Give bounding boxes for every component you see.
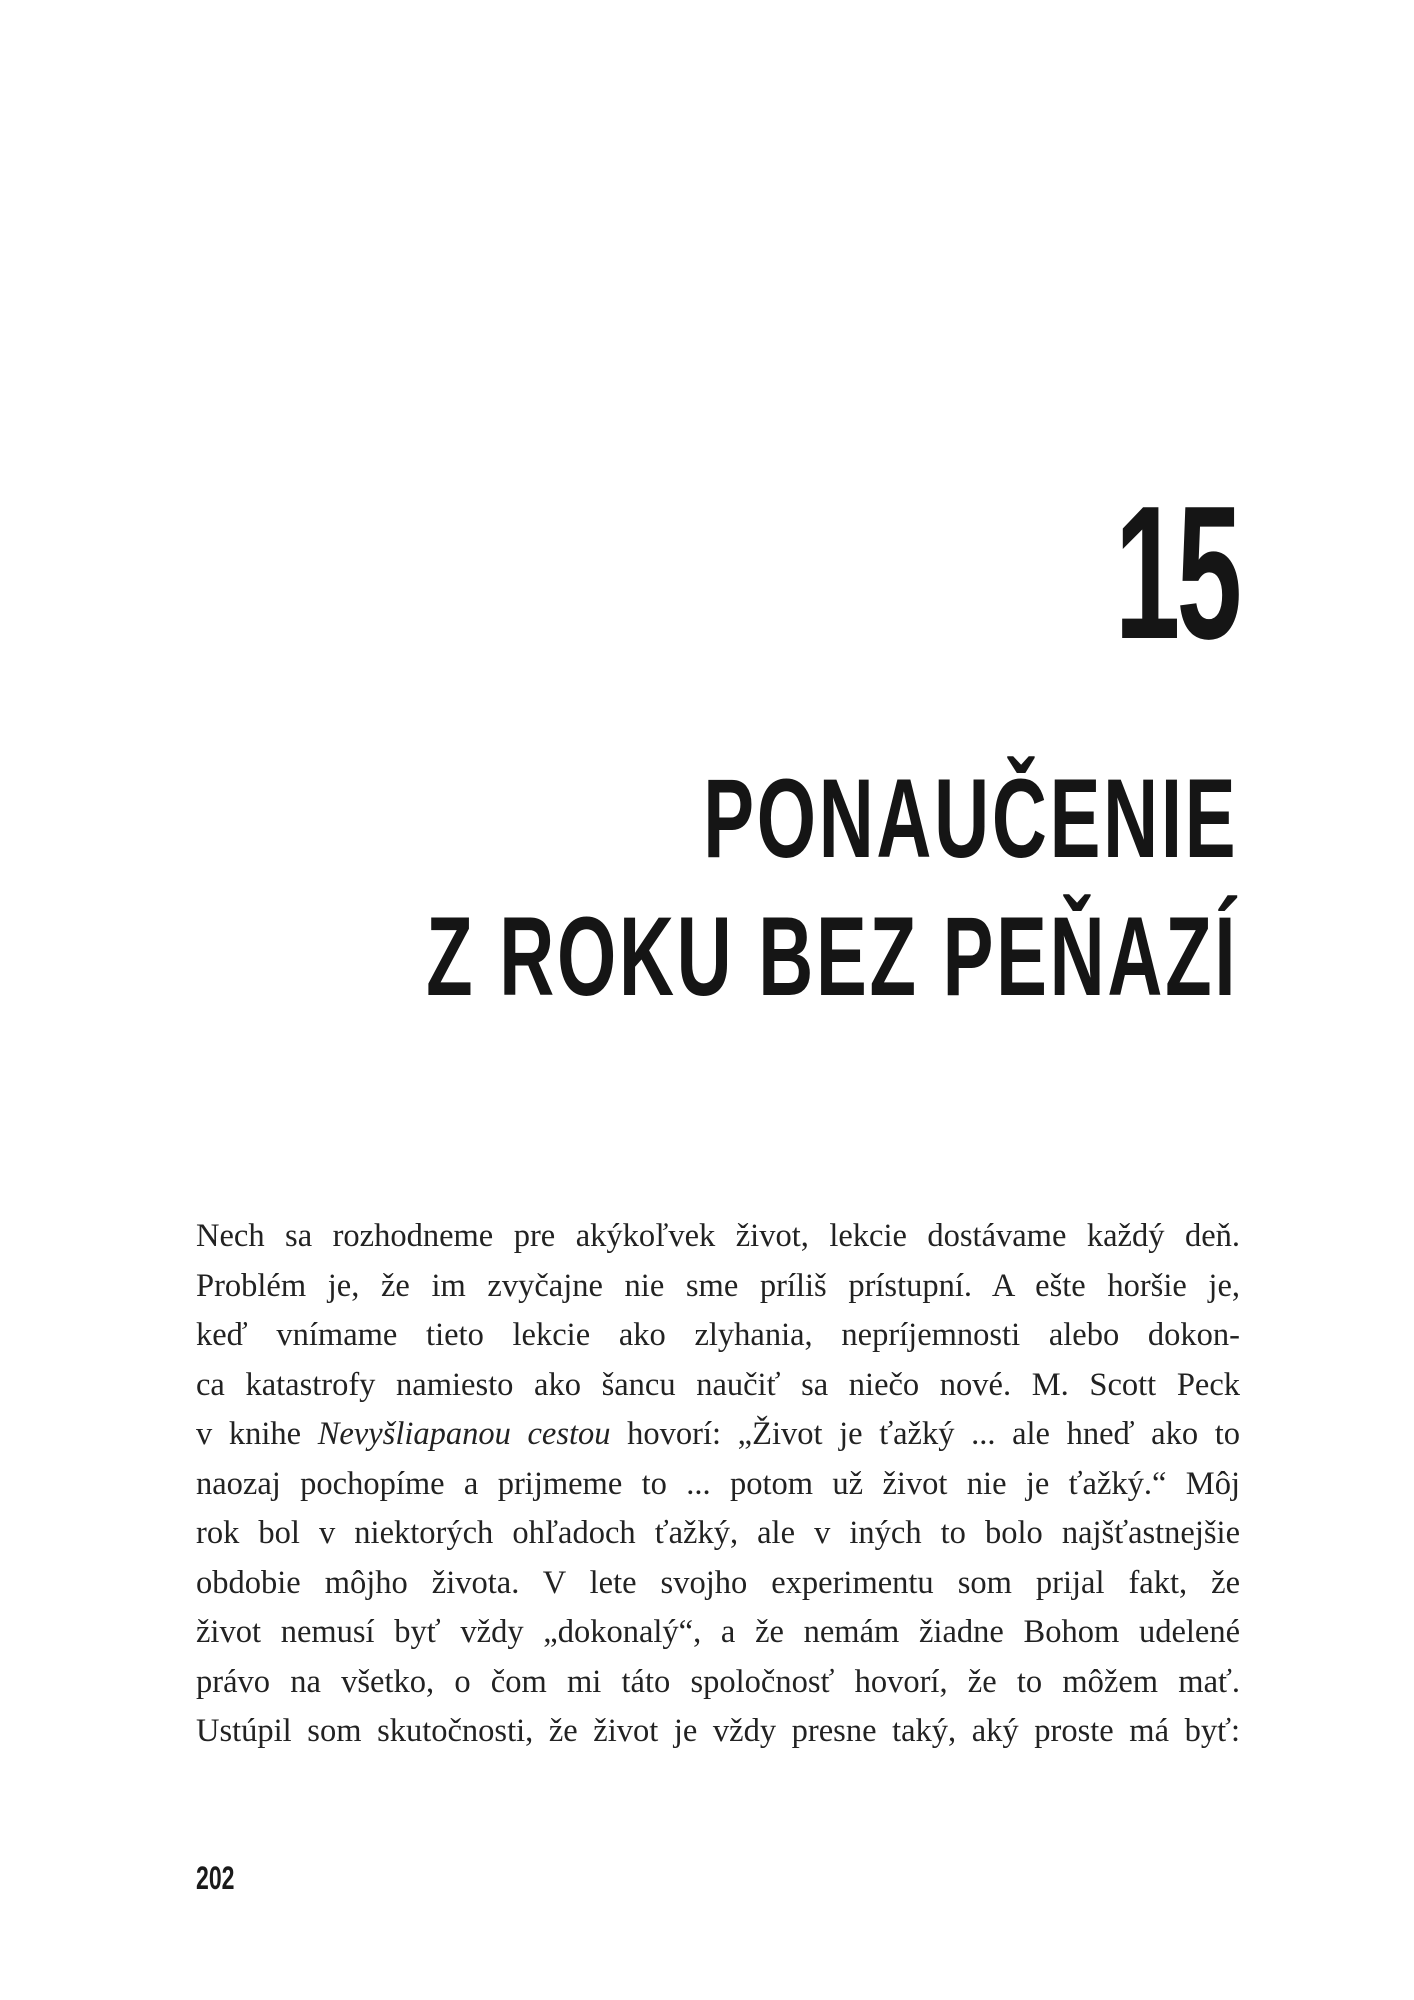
body-line: rok bol v niektorých ohľadoch ťažký, ale v iných to bolo najšťastnejšie xyxy=(196,1515,1240,1551)
body-line: ca katastrofy namiesto ako šancu naučiť sa niečo nové. M. Scott Peck xyxy=(196,1366,1240,1403)
page-number: 202 xyxy=(196,1860,235,1896)
body-line: keď vnímame tieto lekcie ako zlyhania, nepríjemnosti alebo dokon- xyxy=(196,1317,1240,1353)
body-line: Nech sa rozhodneme pre akýkoľvek život, lekcie dostávame každý deň. xyxy=(196,1218,1240,1254)
body-line: právo na všetko, o čom mi táto spoločnosť hovorí, že to môžem mať. xyxy=(196,1663,1240,1700)
chapter-title-line-2: Z ROKU BEZ PEŇAZÍ xyxy=(425,894,1238,1019)
body-line: Ustúpil som skutočnosti, že život je vždy presne taký, aký proste má byť: xyxy=(196,1713,1240,1749)
chapter-title xyxy=(44,750,1238,1026)
body-line: obdobie môjho života. V lete svojho experimentu som prijal fakt, že xyxy=(196,1564,1240,1601)
chapter-title-line-1: PONAUČENIE xyxy=(702,756,1238,881)
body-line: naozaj pochopíme a prijmeme to ... potom už život nie je ťažký.“ Môj xyxy=(196,1465,1240,1502)
body-line: život nemusí byť vždy „dokonalý“, a že nemám žiadne Bohom udelené xyxy=(196,1614,1240,1650)
book-title: Nevyšliapanou cestou xyxy=(317,1416,611,1452)
body-paragraph xyxy=(196,1212,1240,1757)
body-line: Problém je, že im zvyčajne nie sme príliš prístupní. A ešte horšie je, xyxy=(196,1267,1240,1304)
chapter-number: 15 xyxy=(1114,467,1238,679)
body-line: v knihe Nevyšliapanou cestou hovorí: „Život je ťažký ... ale hneď ako to xyxy=(196,1416,1240,1452)
